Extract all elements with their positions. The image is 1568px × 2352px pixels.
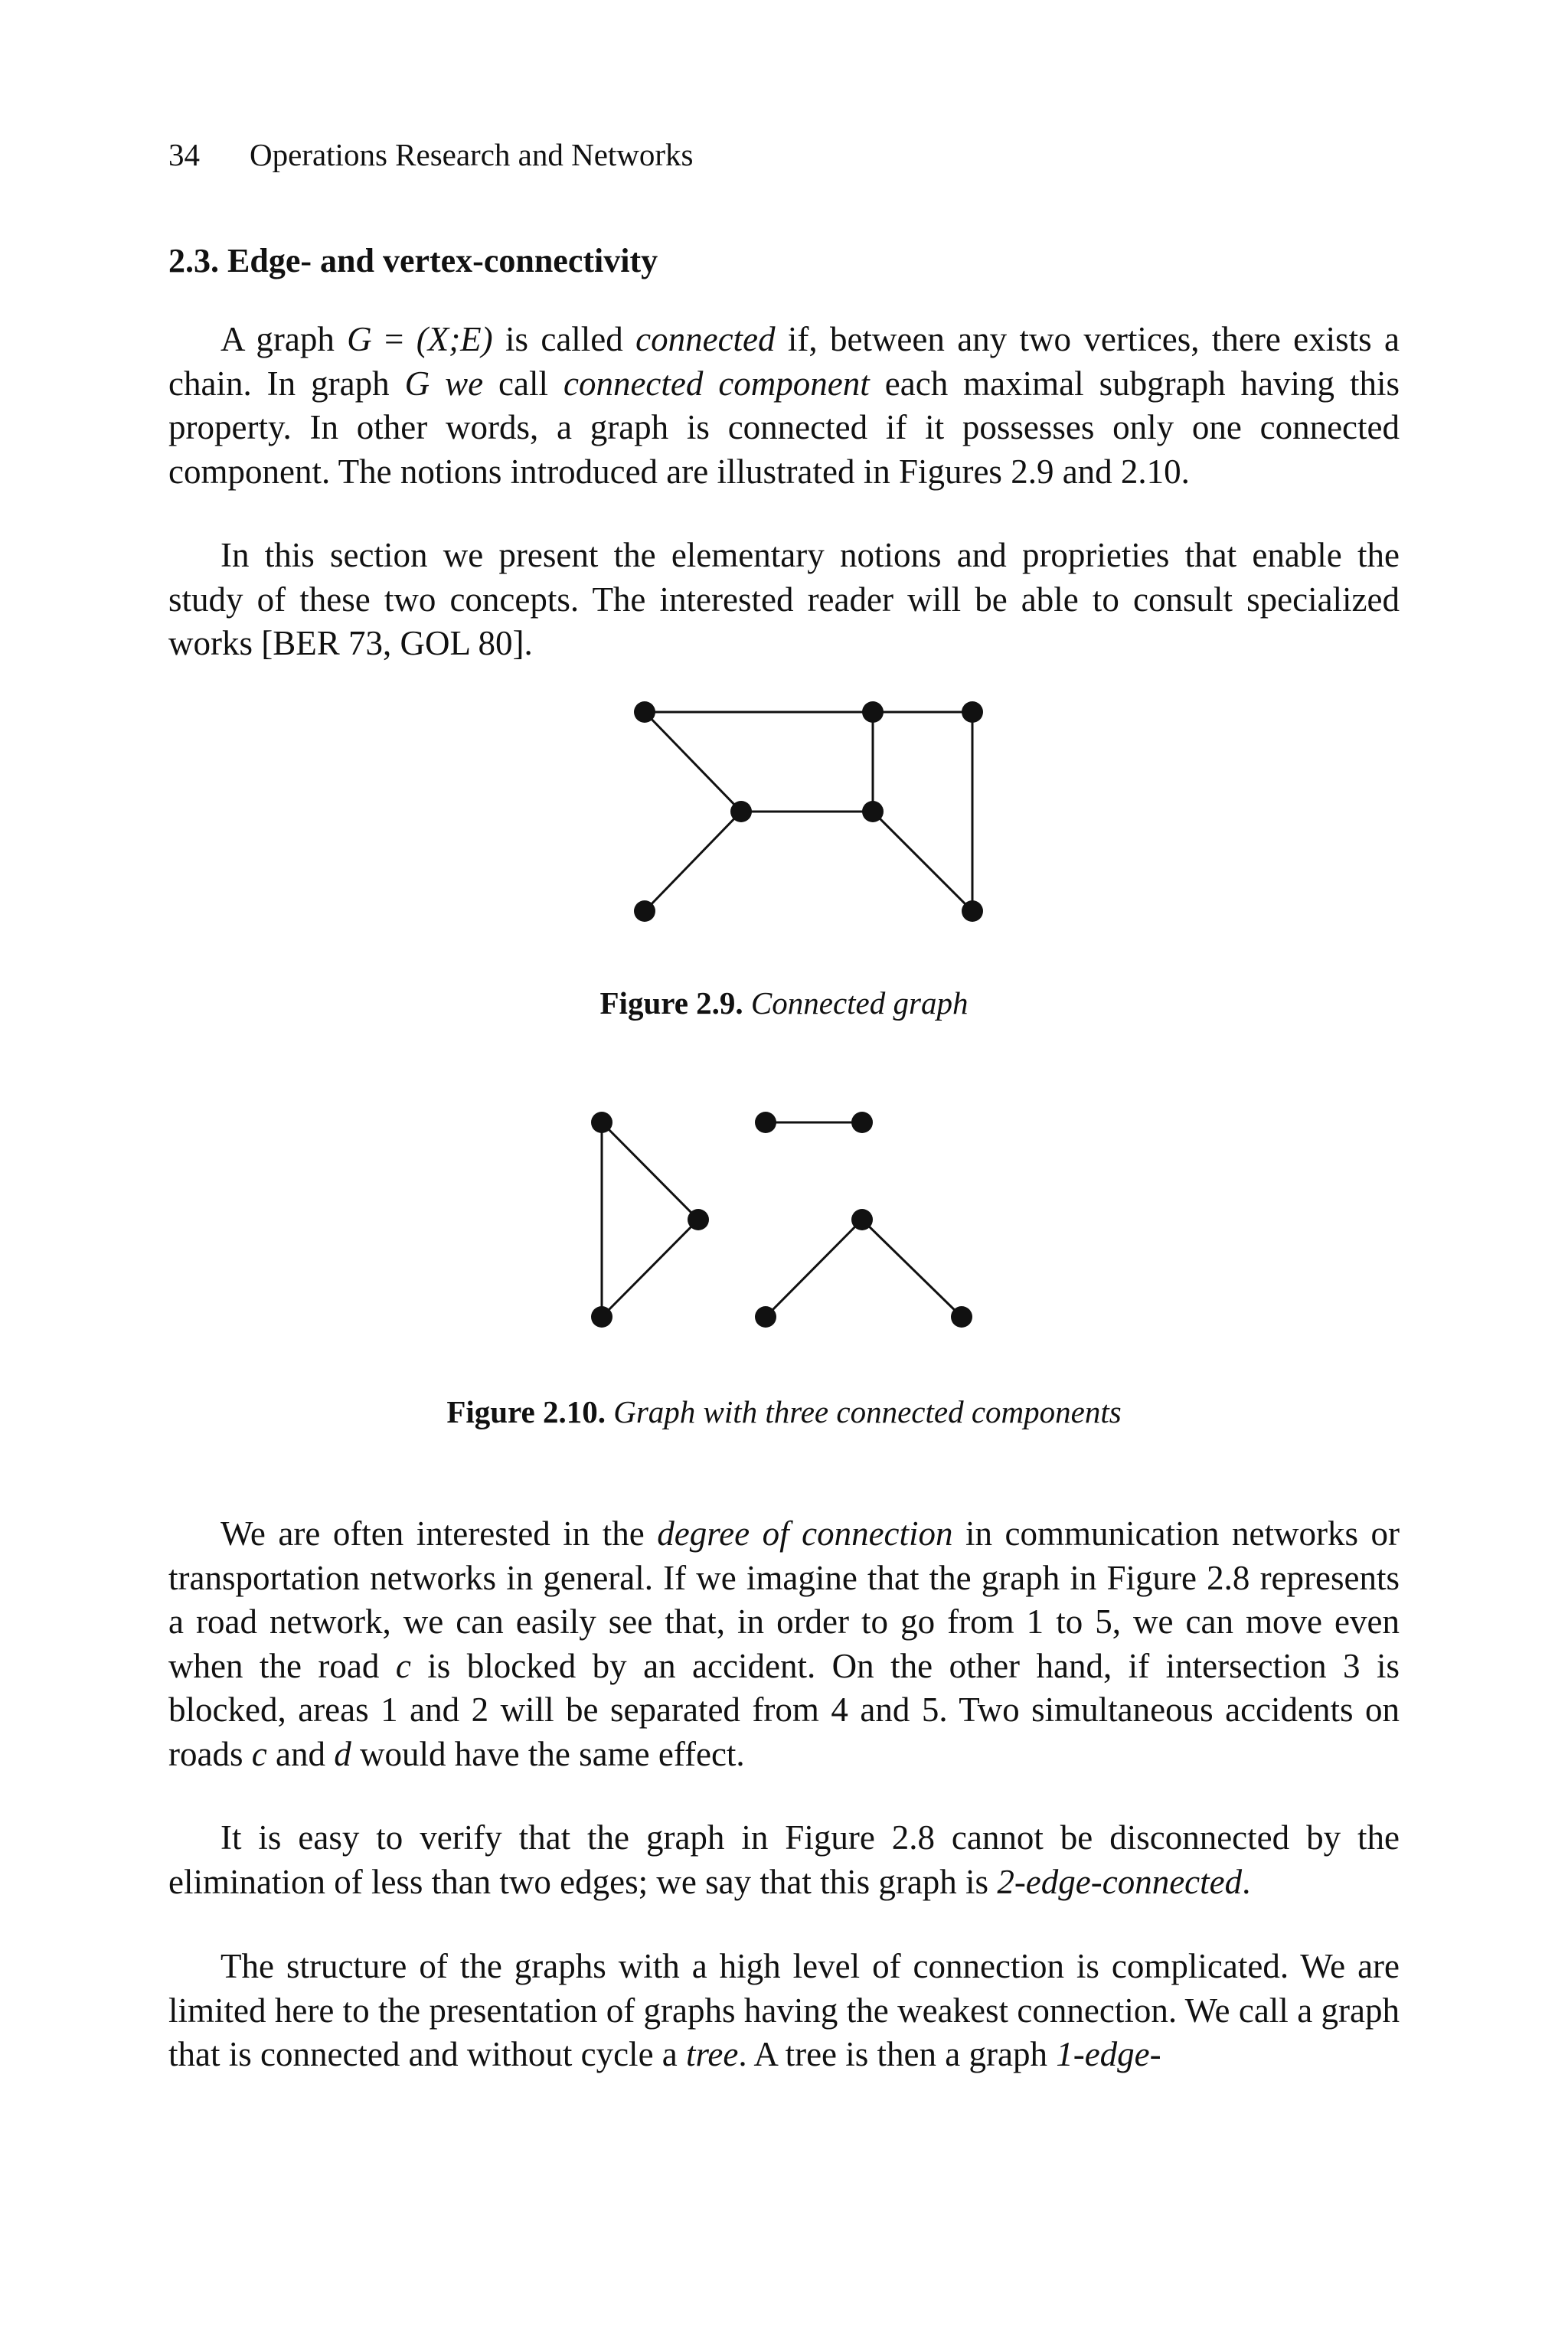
paragraph-section-intro: In this section we present the elementary notions and proprieties that enable the study of these two concepts. The interested reader will be able to consult specialized works [BER 73, GOL 80]. (168, 536, 1400, 662)
book-title: Operations Research and Networks (250, 137, 694, 172)
figure-2-9-caption (0, 985, 1568, 1021)
paragraph-2-edge-connected: It is easy to verify that the graph in Figure 2.8 cannot be disconnected by the elimination of less than two edges; we say that this graph is 2-edge-connected. (168, 1818, 1400, 1901)
graph-vertex (951, 1306, 972, 1328)
paragraph-tree-definition: The structure of the graphs with a high level of connection is complicated. We are limited here to the presentation of graphs having the weakest connection. We call a graph that is connected and without cycle a tree. A tree is then a graph 1-edge- (168, 1947, 1400, 2073)
figure-2-10-caption (0, 1393, 1568, 1430)
figure-label: Figure 2.10. (446, 1394, 606, 1429)
graph-vertex (730, 801, 752, 822)
graph-vertex (962, 900, 983, 922)
graph-vertex (634, 701, 655, 723)
graph-vertex (862, 701, 884, 723)
figure-2-10-three-components (0, 1095, 1568, 1355)
graph-vertex (755, 1112, 776, 1133)
section-title: 2.3. Edge- and vertex-connectivity (168, 242, 658, 279)
graph-vertex (591, 1306, 612, 1328)
graph-edge (602, 1122, 698, 1220)
graph-vertex (688, 1209, 709, 1230)
paragraph-connectivity-definition: A graph G = (X;E) is called connected if, between any two vertices, there exists a chain. In graph G we call connected component each maximal subgraph having this property. In other words, a graph is connected if it possesses only one connected component. The notions introduced are illustrated in Figures 2.9 and 2.10. (168, 320, 1400, 491)
graph-vertex (634, 900, 655, 922)
running-head (168, 136, 694, 173)
figure-2-9-connected-graph (0, 689, 1568, 949)
paragraph-degree-of-connection: We are often interested in the degree of connection in communication networks or transportation networks in general. If we imagine that the graph in Figure 2.8 represents a road network, we can easily see that, in order to go from 1 to 5, we can move even when the road c is blocked by an accident. On the other hand, if intersection 3 is blocked, areas 1 and 2 will be separated from 4 and 5. Two simultaneous accidents on roads c and d would have the same effect. (168, 1514, 1400, 1773)
figure-caption-text: Connected graph (750, 985, 969, 1021)
graph-edge (862, 1220, 962, 1317)
graph-vertex (851, 1112, 873, 1133)
graph-vertex (591, 1112, 612, 1133)
graph-edge (602, 1220, 698, 1317)
graph-edge (645, 712, 741, 812)
figure-label: Figure 2.9. (599, 985, 743, 1021)
graph-vertex (962, 701, 983, 723)
graph-edge (873, 812, 972, 911)
graph-vertex (755, 1306, 776, 1328)
page-number: 34 (168, 137, 200, 172)
graph-vertex (862, 801, 884, 822)
graph-edge (766, 1220, 862, 1317)
figure-caption-text: Graph with three connected components (613, 1394, 1122, 1429)
graph-edge (645, 812, 741, 911)
graph-vertex (851, 1209, 873, 1230)
